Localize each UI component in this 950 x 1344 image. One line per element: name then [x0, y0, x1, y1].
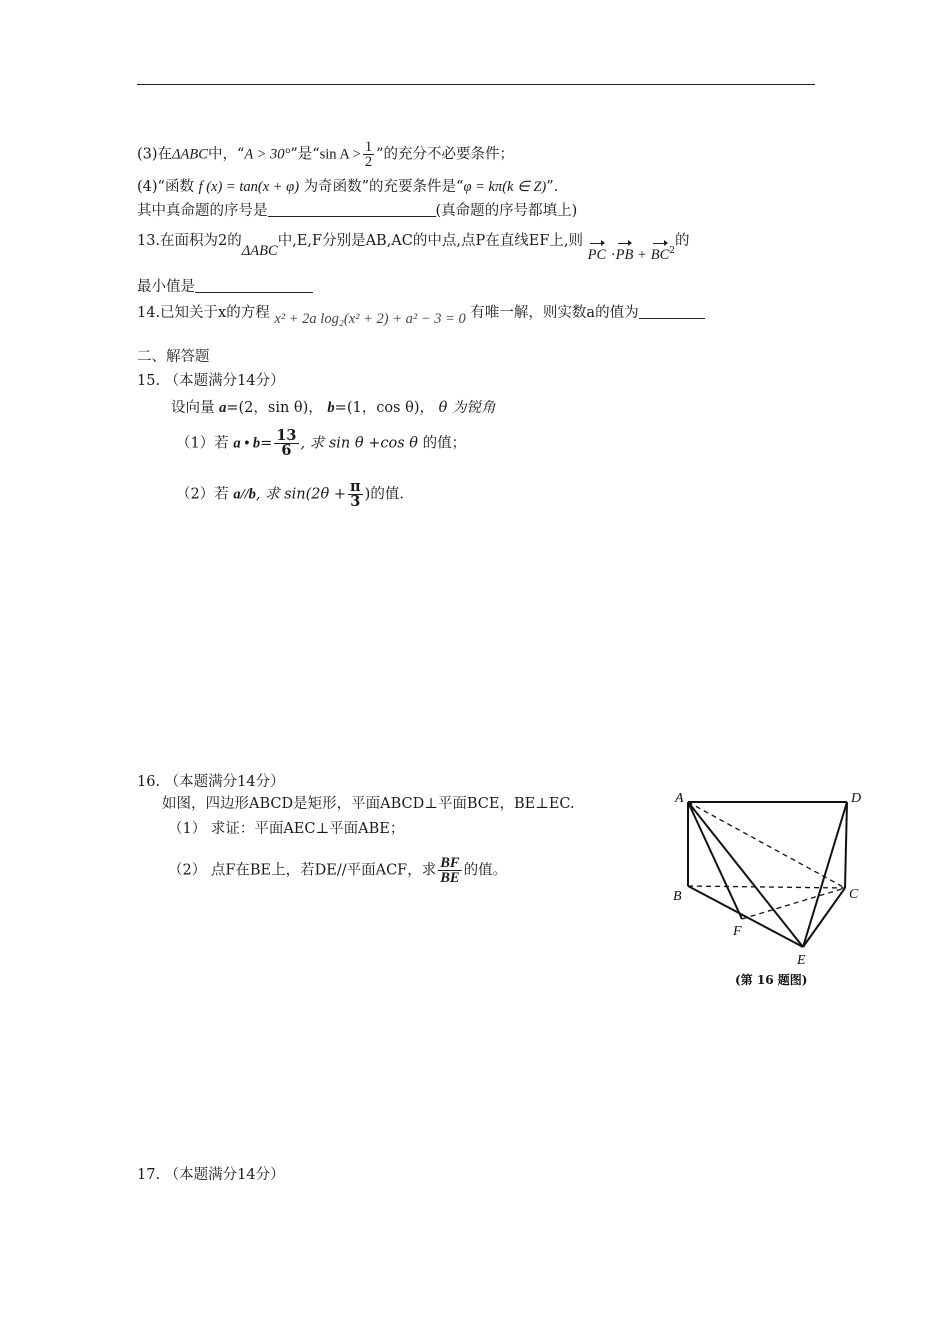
edge-de: [803, 802, 847, 947]
vector-expression: PC $\cdot PB + BC^2$: [588, 247, 675, 263]
edge-dc: [845, 802, 847, 888]
vector-a: a: [219, 400, 227, 416]
q15-header: 15. （本题满分14分）: [137, 373, 285, 389]
label-d: D: [851, 791, 862, 806]
edge-be: [688, 886, 803, 947]
fraction-pi-3: $\frac{\pi}{3}$: [350, 478, 361, 510]
triangle-abc: ΔABC: [241, 243, 278, 259]
q13-line1: 13.在面积为2的ΔABC中,E,F分别是AB,AC的中点,点P在直线EF上,则 PC $\cdot PB + BC^2$的: [137, 233, 690, 263]
q15-part1: （1）若 a • b= $\frac{13}{6}$ , 求 sin θ +cos θ 的值；: [176, 427, 467, 459]
label-c: C: [849, 887, 859, 902]
answer-blank[interactable]: [268, 202, 436, 217]
edge-ce: [803, 888, 845, 947]
q12-item4: (4)“函数 f (x) = tan(x + φ) 为奇函数”的充要条件是“φ = kπ(k ∈ Z)”.: [137, 179, 559, 195]
geometry-diagram: [665, 780, 875, 995]
q16-stem: 如图，四边形ABCD是矩形，平面ABCD⊥平面BCE，BE⊥EC.: [162, 796, 575, 812]
q15-part2: （2）若 a//b, 求 sin(2θ + $\frac{\pi}{3}$ )的值.: [176, 478, 404, 510]
q12-ask: 其中真命题的序号是 (真命题的序号都填上): [137, 203, 578, 219]
label-e: E: [797, 953, 806, 968]
answer-blank[interactable]: [639, 304, 705, 319]
figure-caption: (第 16 题图): [735, 973, 808, 987]
vector-pc: PC: [588, 242, 607, 264]
label-f: F: [733, 924, 742, 939]
function-expression: f (x) = tan(x + φ): [198, 179, 300, 195]
label-a: A: [675, 791, 684, 806]
q16-part1: （1） 求证：平面AEC⊥平面ABE；: [168, 821, 405, 837]
edge-ac: [688, 802, 845, 888]
fraction-13-6: $\frac{13}{6}$: [276, 427, 297, 459]
equation: x² + 2a log₂(x² + 2) + a² − 3 = 0: [274, 311, 466, 327]
q17-header: 17. （本题满分14分）: [137, 1167, 285, 1183]
fraction-one-half: $\frac{1}{2}$: [364, 139, 373, 170]
q12-item3: (3)在ΔABC中，“A > 30°”是“sin A > $\frac{1}{2}$ ”的充分不必要条件；: [137, 139, 515, 170]
label-b: B: [673, 889, 682, 904]
vector-bc: BC: [651, 242, 670, 264]
answer-blank[interactable]: [195, 278, 313, 293]
edge-fc: [742, 888, 845, 919]
angle-condition: A > 30°: [244, 146, 291, 163]
q13-line2: 最小值是: [137, 278, 313, 296]
edge-ae: [688, 802, 803, 947]
sin-condition: sin A >: [319, 146, 361, 163]
triangle-abc: ΔABC: [172, 146, 208, 163]
fraction-bf-be: $\frac{BF}{BE}$: [440, 855, 460, 886]
phi-condition: φ = kπ(k ∈ Z): [463, 179, 547, 195]
q15-given: 设向量 a=(2，sin θ)， b=(1，cos θ)， θ 为锐角: [171, 400, 496, 416]
q16-figure: [665, 780, 875, 995]
q16-header: 16. （本题满分14分）: [137, 774, 285, 790]
q14: 14.已知关于x的方程 x² + 2a log₂(x² + 2) + a² − 3 = 0 有唯一解，则实数a的值为: [137, 304, 705, 328]
header-rule: [137, 84, 815, 85]
q16-part2: （2） 点F在BE上，若DE//平面ACF，求 $\frac{BF}{BE}$ 的值。: [168, 855, 508, 886]
vector-pb: PB: [616, 242, 634, 264]
vector-b: b: [327, 400, 335, 416]
section-heading: 二、解答题: [137, 349, 210, 365]
